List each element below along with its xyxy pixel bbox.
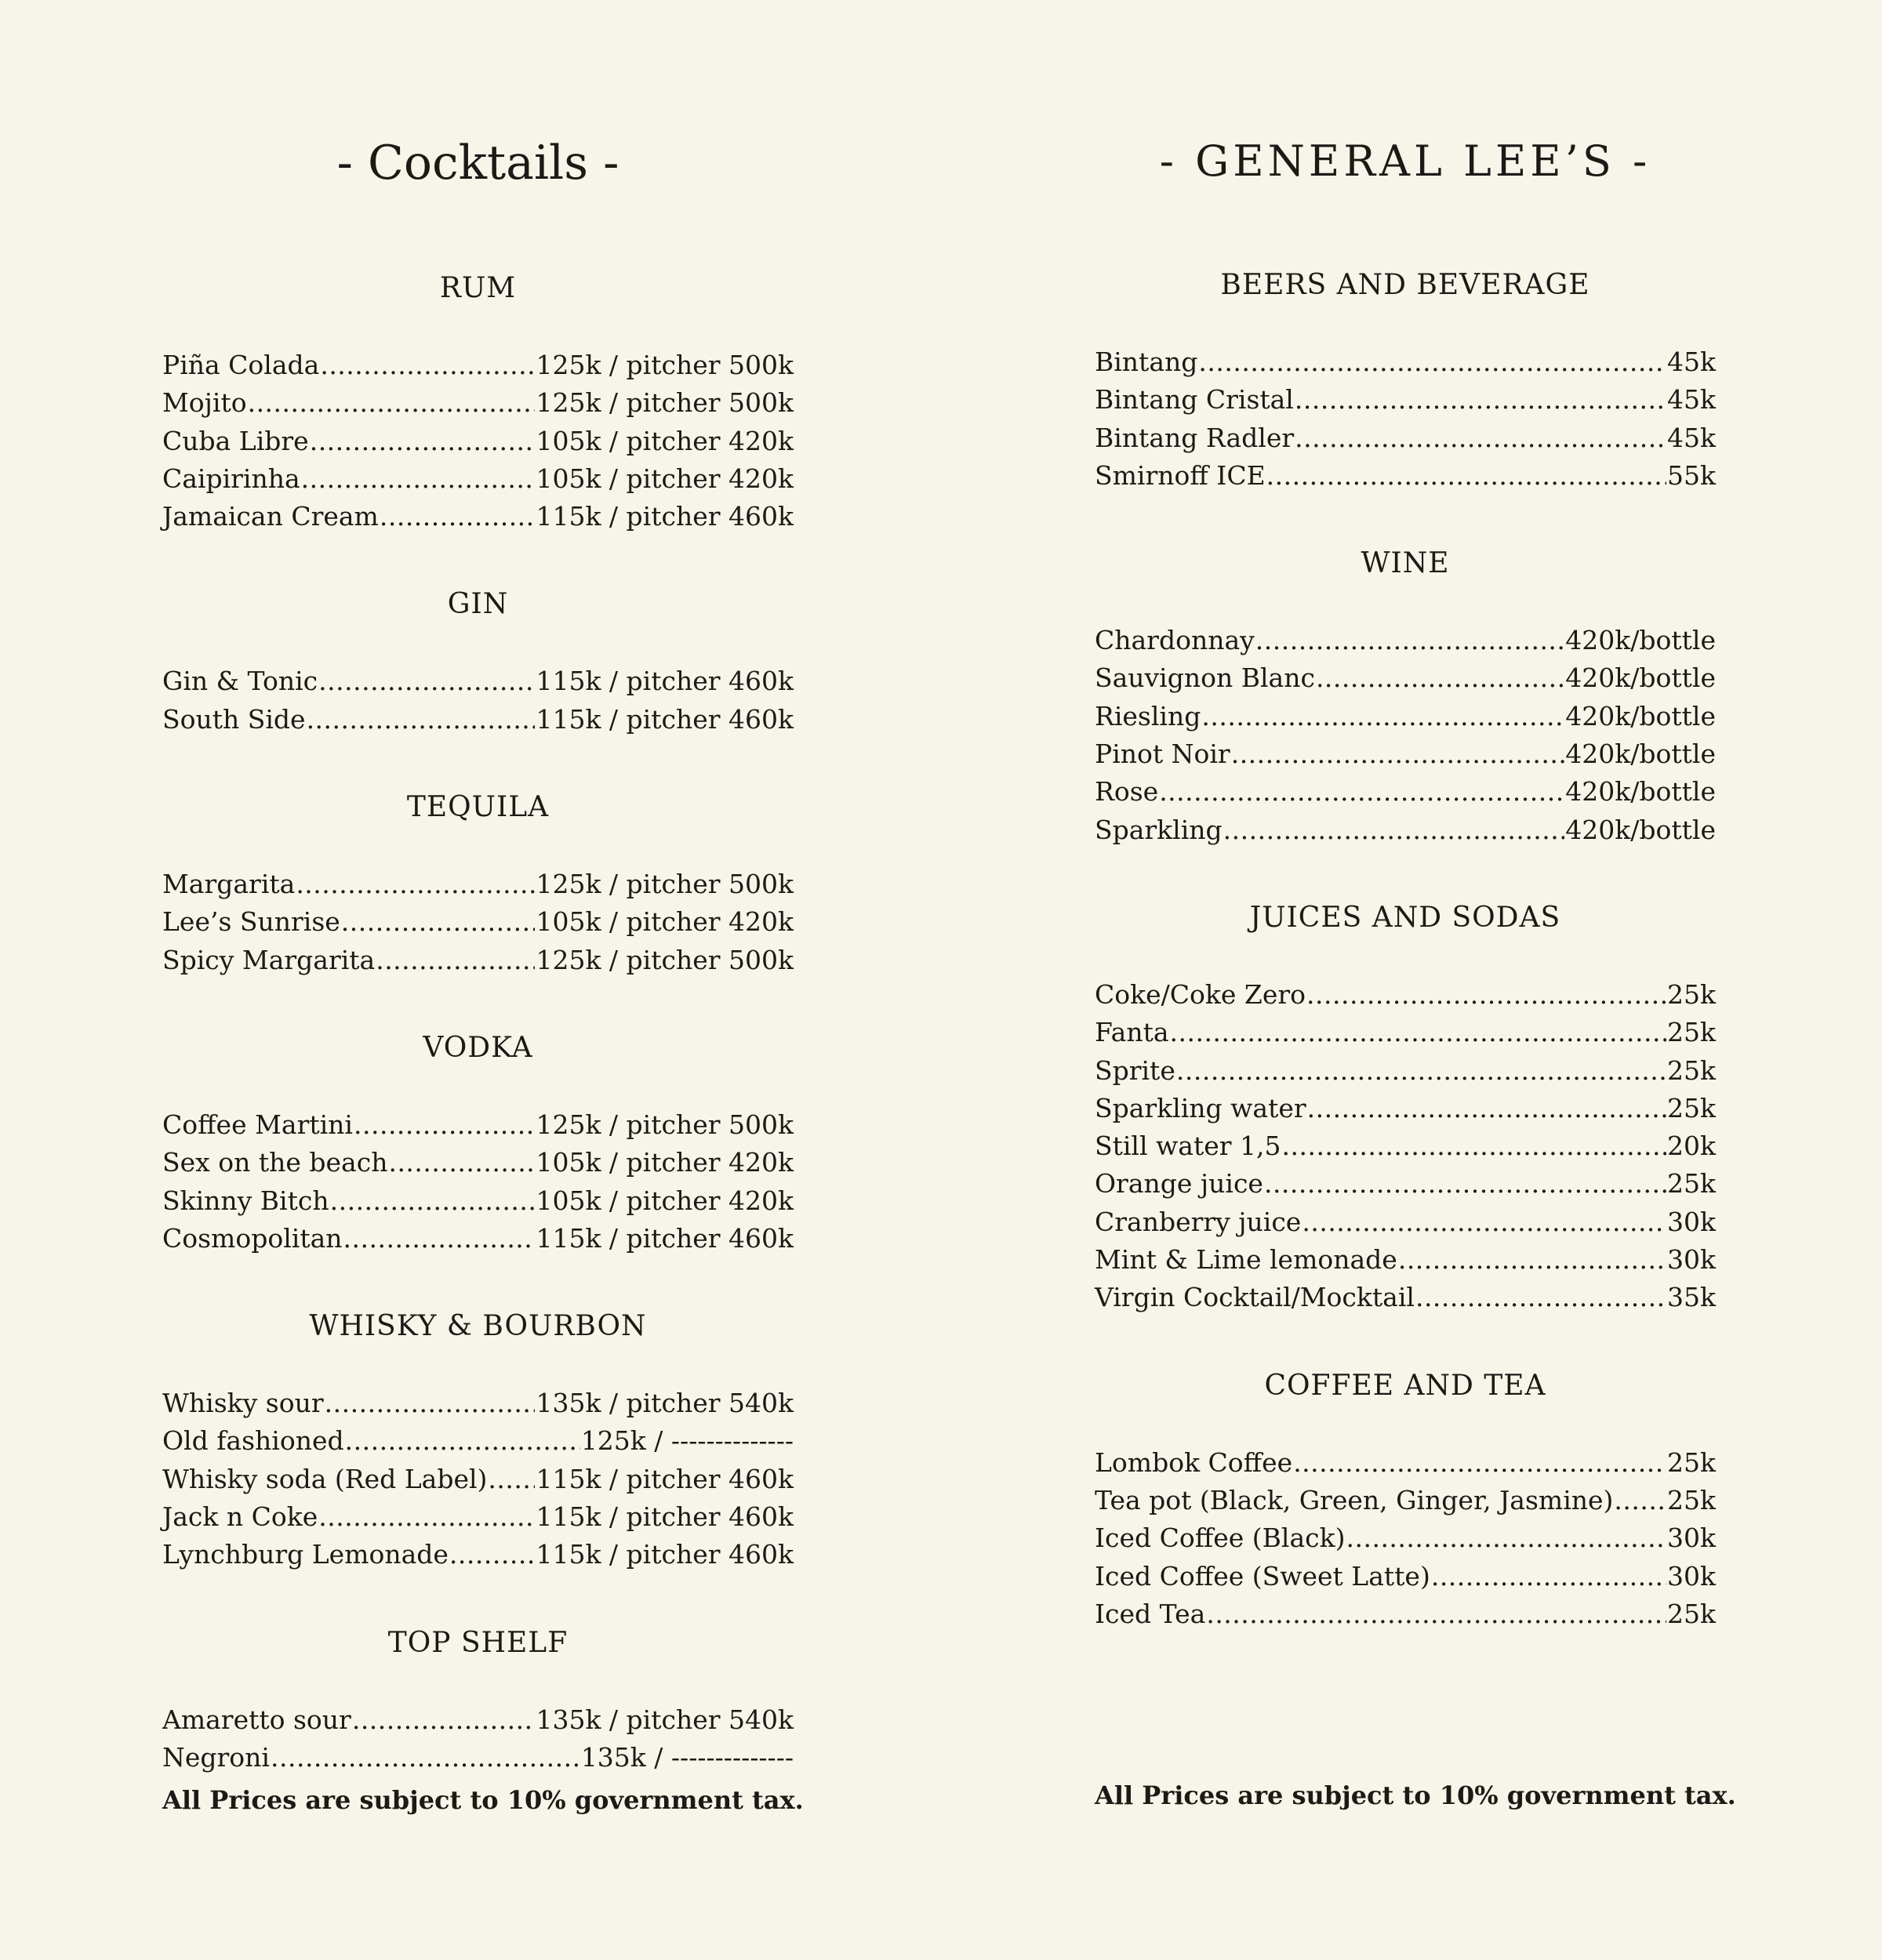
tax-note-right: All Prices are subject to 10% government tax. xyxy=(1095,1780,1736,1810)
item-price: 25k xyxy=(1667,1484,1716,1515)
item-name: Bintang Radler xyxy=(1095,422,1295,453)
item-name: Mojito xyxy=(162,387,247,419)
cocktails-title: - Cocktails - xyxy=(336,136,619,191)
section-heading: WINE xyxy=(1361,547,1450,580)
item-price: 115k / pitcher 460k xyxy=(536,703,794,735)
menu-item xyxy=(1095,1203,1716,1241)
item-name: Skinny Bitch xyxy=(162,1185,329,1216)
item-name: Spicy Margarita xyxy=(162,944,376,975)
menu-section-juices-and-sodas xyxy=(1095,899,1716,1317)
item-name: Lee’s Sunrise xyxy=(162,906,340,938)
menu-item xyxy=(162,1144,794,1181)
item-name: Virgin Cocktail/Mocktail xyxy=(1095,1282,1415,1313)
menu-section-tequila xyxy=(162,789,794,979)
item-name: Iced Coffee (Black) xyxy=(1095,1523,1346,1554)
item-name: Orange juice xyxy=(1095,1168,1263,1200)
dot-leader xyxy=(1346,1519,1666,1557)
dot-leader xyxy=(271,1739,580,1777)
section-heading: COFFEE AND TEA xyxy=(1264,1369,1546,1402)
item-price: 105k / pitcher 420k xyxy=(536,425,794,456)
item-price: 55k xyxy=(1667,459,1716,491)
tax-note-left: All Prices are subject to 10% government tax. xyxy=(162,1785,804,1815)
item-name: Sex on the beach xyxy=(162,1147,388,1178)
dot-leader xyxy=(352,1701,536,1739)
item-price: 115k / pitcher 460k xyxy=(536,1222,794,1254)
dot-leader xyxy=(307,701,536,739)
menu-item xyxy=(1095,1558,1716,1595)
dot-leader xyxy=(1306,976,1666,1014)
item-price: 135k / pitcher 540k xyxy=(536,1704,794,1735)
dot-leader xyxy=(1201,698,1564,735)
dot-leader xyxy=(341,903,536,941)
item-name: Jack n Coke xyxy=(162,1501,318,1533)
menu-item-list xyxy=(1095,976,1716,1317)
menu-item xyxy=(1095,773,1716,811)
menu-item xyxy=(162,423,794,460)
item-name: Caipirinha xyxy=(162,463,300,494)
menu-item xyxy=(1095,457,1716,495)
dot-leader xyxy=(1295,381,1666,419)
menu-item-list xyxy=(162,1701,794,1777)
dot-leader xyxy=(1295,419,1666,457)
item-name: Piña Colada xyxy=(162,350,320,380)
dot-leader xyxy=(1415,1279,1666,1316)
dot-leader xyxy=(318,1498,535,1536)
item-name: Margarita xyxy=(162,869,296,900)
item-name: Bintang Cristal xyxy=(1095,384,1294,416)
menu-item xyxy=(1095,1127,1716,1165)
item-name: Sprite xyxy=(1095,1054,1175,1086)
item-name: Old fashioned xyxy=(162,1425,344,1457)
menu-section-rum xyxy=(162,270,794,535)
item-name: Lombok Coffee xyxy=(1095,1446,1293,1478)
item-price: 115k / pitcher 460k xyxy=(536,1463,794,1494)
item-name: Negroni xyxy=(162,1741,270,1773)
item-price: 420k/bottle xyxy=(1565,776,1716,808)
dot-leader xyxy=(1307,1090,1666,1127)
menu-section-beers-and-beverage xyxy=(1095,267,1716,495)
item-name: Coke/Coke Zero xyxy=(1095,978,1306,1010)
menu-item xyxy=(162,903,794,941)
menu-item-list xyxy=(162,662,794,739)
item-name: Gin & Tonic xyxy=(162,666,318,697)
item-name: Mint & Lime lemonade xyxy=(1095,1244,1397,1276)
dot-leader xyxy=(1398,1241,1666,1279)
item-name: Sparkling xyxy=(1095,814,1223,845)
section-heading: WHISKY & BOURBON xyxy=(309,1310,647,1343)
item-name: Iced Tea xyxy=(1095,1598,1206,1629)
menu-item xyxy=(162,942,794,979)
menu-item xyxy=(162,1739,794,1777)
item-name: Cranberry juice xyxy=(1095,1206,1302,1237)
menu-item-list xyxy=(1095,622,1716,849)
dot-leader xyxy=(376,942,535,979)
menu-item xyxy=(1095,1014,1716,1051)
menu-item xyxy=(162,1701,794,1739)
dot-leader xyxy=(248,384,536,422)
menu-item xyxy=(162,1461,794,1498)
menu-item xyxy=(1095,1241,1716,1279)
item-price: 105k / pitcher 420k xyxy=(536,906,794,938)
item-name: Still water 1,5 xyxy=(1095,1131,1281,1162)
menu-section-whisky-and-bourbon xyxy=(162,1308,794,1573)
menu-item xyxy=(162,662,794,700)
menu-item xyxy=(1095,419,1716,457)
menu-item xyxy=(1095,811,1716,849)
item-price: 30k xyxy=(1667,1560,1716,1592)
menu-item-list xyxy=(162,1385,794,1573)
dot-leader xyxy=(318,662,535,700)
item-price: 30k xyxy=(1667,1523,1716,1554)
dot-leader xyxy=(325,1385,536,1422)
item-price: 45k xyxy=(1667,384,1716,416)
menu-item xyxy=(162,701,794,739)
item-price: 25k xyxy=(1667,1054,1716,1086)
dot-leader xyxy=(488,1461,535,1498)
item-price: 125k / pitcher 500k xyxy=(536,869,794,900)
menu-item xyxy=(162,460,794,498)
item-name: Chardonnay xyxy=(1095,625,1255,656)
item-price: 25k xyxy=(1667,978,1716,1010)
dot-leader xyxy=(343,1220,536,1258)
section-heading: TEQUILA xyxy=(406,791,550,824)
menu-item xyxy=(1095,622,1716,659)
item-name: South Side xyxy=(162,703,306,735)
general-lees-title: - GENERAL LEE’S - xyxy=(1159,136,1651,186)
dot-leader xyxy=(388,1144,535,1181)
item-name: Whisky soda (Red Label) xyxy=(162,1463,488,1494)
menu-item xyxy=(162,866,794,903)
menu-item xyxy=(162,1498,794,1536)
menu-item xyxy=(1095,1165,1716,1203)
menu-item xyxy=(162,1536,794,1573)
item-name: Pinot Noir xyxy=(1095,739,1230,770)
dot-leader xyxy=(296,866,535,903)
menu-item xyxy=(1095,976,1716,1014)
menu-item xyxy=(1095,698,1716,735)
menu-item-list xyxy=(162,866,794,979)
menu-item xyxy=(1095,1444,1716,1482)
menu-item xyxy=(162,1385,794,1422)
cocktails-column xyxy=(162,0,804,1815)
menu-item xyxy=(162,384,794,422)
item-price: 105k / pitcher 420k xyxy=(536,1147,794,1178)
menu-item-list xyxy=(1095,343,1716,495)
menu-item xyxy=(1095,735,1716,773)
menu-item xyxy=(162,1106,794,1144)
item-price: 30k xyxy=(1667,1206,1716,1237)
cocktails-sections xyxy=(162,270,794,1777)
dot-leader xyxy=(354,1106,535,1144)
item-price: 115k / pitcher 460k xyxy=(536,1539,794,1570)
dot-leader xyxy=(1255,622,1565,659)
menu-item xyxy=(1095,1595,1716,1633)
item-price: 135k / pitcher 540k xyxy=(536,1388,794,1419)
item-name: Sauvignon Blanc xyxy=(1095,662,1315,694)
dot-leader xyxy=(1614,1482,1666,1519)
section-heading: TOP SHELF xyxy=(387,1626,569,1659)
dot-leader xyxy=(301,460,536,498)
section-heading: JUICES AND SODAS xyxy=(1249,901,1561,934)
menu-item xyxy=(162,1182,794,1220)
item-price: 20k xyxy=(1667,1131,1716,1162)
menu-item-list xyxy=(162,1106,794,1258)
section-heading: VODKA xyxy=(423,1031,533,1064)
item-name: Amaretto sour xyxy=(162,1704,351,1735)
item-price: 125k / pitcher 500k xyxy=(536,944,794,975)
item-price: 105k / pitcher 420k xyxy=(536,463,794,494)
menu-item-list xyxy=(162,347,794,535)
dot-leader xyxy=(1223,811,1565,849)
section-heading: BEERS AND BEVERAGE xyxy=(1220,269,1590,301)
item-name: Smirnoff ICE xyxy=(1095,459,1266,491)
item-name: Tea pot (Black, Green, Ginger, Jasmine) xyxy=(1095,1484,1614,1515)
item-price: 25k xyxy=(1667,1017,1716,1048)
item-price: 115k / pitcher 460k xyxy=(536,1501,794,1533)
menu-item xyxy=(1095,381,1716,419)
menu-item xyxy=(1095,343,1716,381)
item-price: 420k/bottle xyxy=(1565,739,1716,770)
dot-leader xyxy=(1264,1165,1666,1203)
item-price: 125k / pitcher 500k xyxy=(536,350,794,380)
menu-item xyxy=(1095,1482,1716,1519)
dot-leader xyxy=(1231,735,1565,773)
item-price: 115k / pitcher 460k xyxy=(536,666,794,697)
dot-leader xyxy=(1316,659,1564,697)
item-price: 25k xyxy=(1667,1598,1716,1629)
menu-section-gin xyxy=(162,586,794,739)
menu-item xyxy=(162,1422,794,1460)
item-name: Coffee Martini xyxy=(162,1109,353,1140)
menu-section-top-shelf xyxy=(162,1624,794,1777)
item-price: 420k/bottle xyxy=(1565,662,1716,694)
dot-leader xyxy=(1170,1014,1666,1051)
dot-leader xyxy=(1206,1595,1666,1633)
dot-leader xyxy=(1266,457,1666,495)
item-name: Cuba Libre xyxy=(162,425,309,456)
beverage-sections xyxy=(1095,267,1716,1633)
item-price: 25k xyxy=(1667,1168,1716,1200)
menu-section-wine xyxy=(1095,545,1716,849)
item-price: 45k xyxy=(1667,347,1716,377)
item-name: Jamaican Cream xyxy=(162,501,379,532)
item-price: 45k xyxy=(1667,422,1716,453)
item-name: Riesling xyxy=(1095,700,1201,731)
section-heading: GIN xyxy=(447,588,509,621)
item-name: Lynchburg Lemonade xyxy=(162,1539,449,1570)
dot-leader xyxy=(380,498,536,535)
item-name: Rose xyxy=(1095,776,1159,808)
dot-leader xyxy=(1159,773,1564,811)
dot-leader xyxy=(1281,1127,1666,1165)
item-name: Sparkling water xyxy=(1095,1092,1306,1123)
item-price: 25k xyxy=(1667,1092,1716,1123)
dot-leader xyxy=(320,347,535,384)
menu-item xyxy=(162,347,794,384)
menu-item xyxy=(1095,659,1716,697)
item-price: 30k xyxy=(1667,1244,1716,1276)
dot-leader xyxy=(1302,1203,1666,1241)
item-price: 105k / pitcher 420k xyxy=(536,1185,794,1216)
item-price: 125k / pitcher 500k xyxy=(536,1109,794,1140)
item-price: 25k xyxy=(1667,1446,1716,1478)
menu-item xyxy=(162,1220,794,1258)
item-price: 420k/bottle xyxy=(1565,814,1716,845)
dot-leader xyxy=(310,423,536,460)
item-price: 420k/bottle xyxy=(1565,700,1716,731)
item-price: 135k / -------------- xyxy=(580,1741,794,1773)
item-price: 115k / pitcher 460k xyxy=(536,501,794,532)
item-price: 125k / -------------- xyxy=(580,1425,794,1457)
dot-leader xyxy=(1293,1444,1666,1482)
dot-leader xyxy=(449,1536,536,1573)
item-price: 125k / pitcher 500k xyxy=(536,387,794,419)
menu-item-list xyxy=(1095,1444,1716,1633)
menu-item xyxy=(1095,1052,1716,1090)
item-name: Fanta xyxy=(1095,1017,1169,1048)
dot-leader xyxy=(345,1422,580,1460)
item-name: Cosmopolitan xyxy=(162,1222,343,1254)
item-name: Iced Coffee (Sweet Latte) xyxy=(1095,1560,1430,1592)
menu-item xyxy=(1095,1519,1716,1557)
menu-item xyxy=(1095,1090,1716,1127)
item-price: 35k xyxy=(1667,1282,1716,1313)
item-price: 420k/bottle xyxy=(1565,625,1716,656)
item-name: Whisky sour xyxy=(162,1388,324,1419)
dot-leader xyxy=(1176,1052,1666,1090)
general-lees-column xyxy=(1095,0,1736,1810)
dot-leader xyxy=(330,1182,536,1220)
menu-item xyxy=(1095,1279,1716,1316)
section-heading: RUM xyxy=(439,272,517,304)
menu-item xyxy=(162,498,794,535)
item-name: Bintang xyxy=(1095,347,1198,377)
menu-section-coffee-and-tea xyxy=(1095,1367,1716,1633)
dot-leader xyxy=(1431,1558,1666,1595)
menu-section-vodka xyxy=(162,1029,794,1258)
dot-leader xyxy=(1198,343,1666,381)
